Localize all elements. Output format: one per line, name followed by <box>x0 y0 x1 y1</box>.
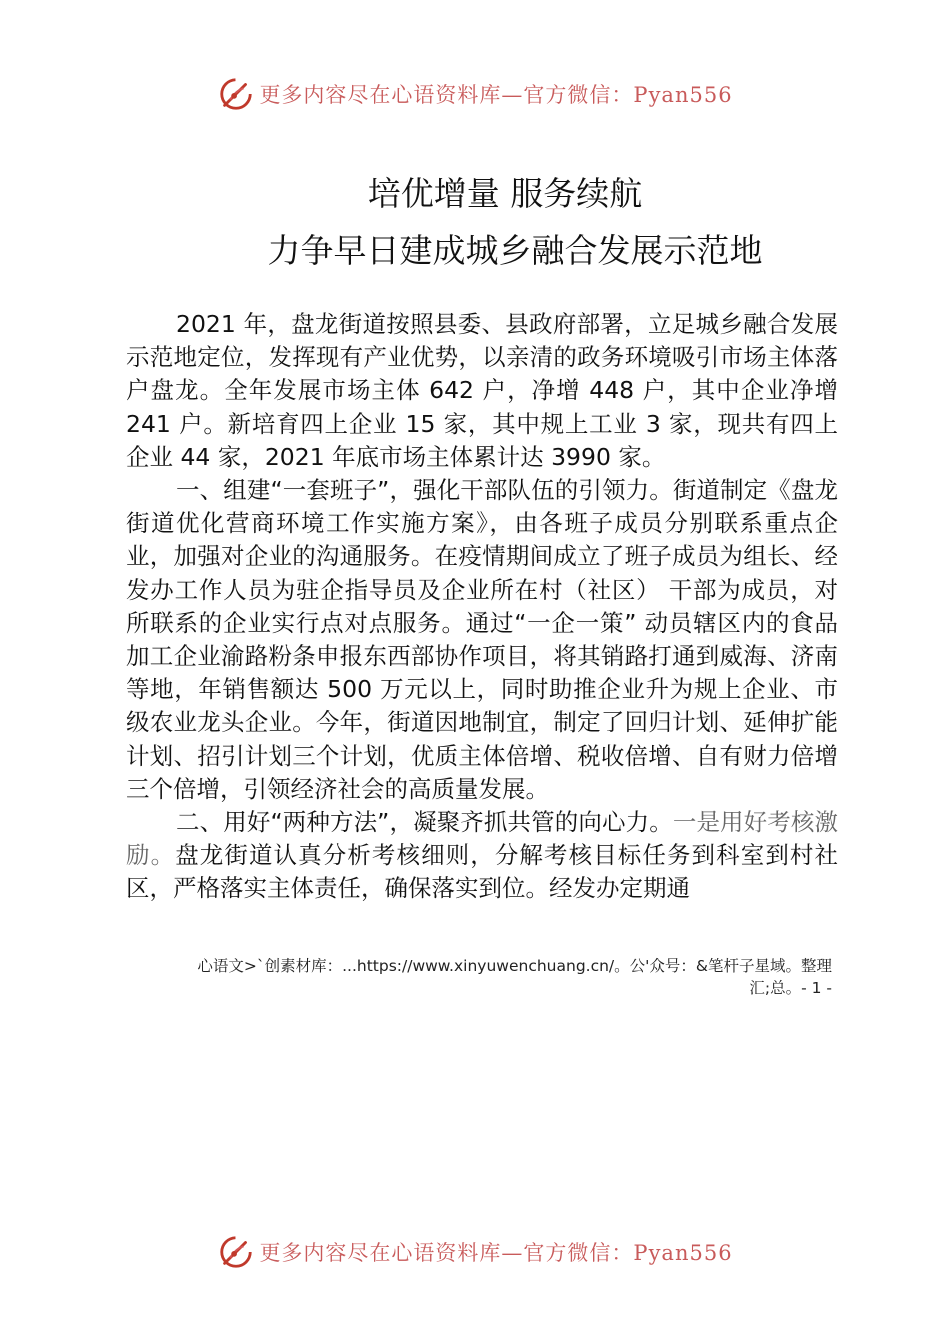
top-watermark-banner <box>0 72 950 116</box>
footer-line-1: 心语文>`创素材库：...https://www.xinyuwenchuang.cn/。公'众号：&笔杆子星域。整理 <box>197 957 832 975</box>
footer-line-2: 汇;总。- 1 - <box>749 979 832 997</box>
paragraph-1-part-a: 2021 年，盘龙街道按照县委、县政府部署，立足城乡融合发展示范地定位，发挥现有产业优势，以亲清的政务环境吸引市场主体落户盘龙。全年发展市场主体 642 户，净增 448 户，其 <box>126 310 838 405</box>
brush-logo-icon <box>217 1233 255 1271</box>
paragraph-1-part-b: 中企业净增 241 户。新培育四上企业 15 家，其中规上工业 3 家，现共有四上企业 44 家，2021 年底市场主体累计达 3990 家。 <box>126 376 839 471</box>
paragraph-1 <box>126 308 838 474</box>
page-footer <box>126 955 832 999</box>
paragraph-3-main: 二、用好“两种方法”，凝聚齐抓共管的向心力。 <box>176 808 673 837</box>
paragraph-3-subheading: 一是用好考核激励。 <box>126 808 839 870</box>
title-line-1: 培优增量 服务续航 <box>367 174 643 213</box>
paragraph-3-rest: 盘龙街道认真分析考核细则，分解考核目标任务到科室到村社区，严格落实主体责任，确保落实到位。经发办定期通 <box>126 841 839 903</box>
banner-text: 更多内容尽在心语资料库—官方微信：Pyan556 <box>259 1241 733 1265</box>
paragraph-2: 一、组建“一套班子”，强化干部队伍的引领力。街道制定《盘龙街道优化营商环境工作实施方案》，由各班子成员分别联系重点企业，加强对企业的沟通服务。在疫情期间成立了班子成员为组长、经发办工作人员为驻企指导员及企业所在村（社区） 干部为成员，对所联系的企业实行点对点服务。通过“一企一策” 动员辖区内的食品加工企业渝路粉条申报东西部协作项目，将其销路打通到威海、济南等地，年销售额达 500 万元以上，同时助推企业升为规上企业、市级农业龙头企业。今年，街道因地制宜，制定了回归计划、延伸扩能计划、招引计划三个计划，优质主体倍增、税收倍增、自有财力倍增三个倍增，引领经济社会的高质量发展。 <box>126 476 838 803</box>
title-line-2: 力争早日建成城乡融合发展示范地 <box>267 231 763 270</box>
brush-logo-icon <box>217 75 255 113</box>
bottom-watermark-banner <box>0 1230 950 1274</box>
banner-text: 更多内容尽在心语资料库—官方微信：Pyan556 <box>259 83 733 107</box>
paragraph-3 <box>126 806 838 906</box>
document-body <box>126 308 838 906</box>
